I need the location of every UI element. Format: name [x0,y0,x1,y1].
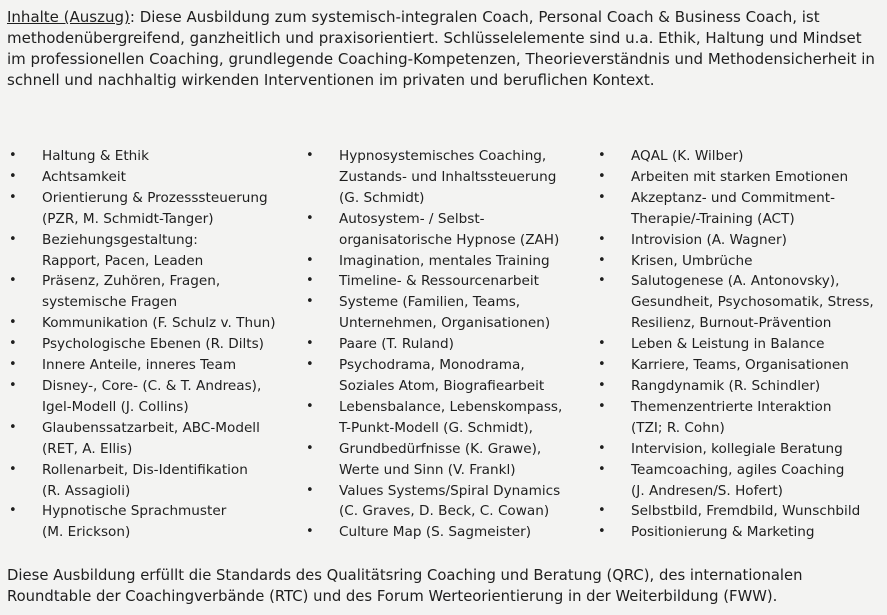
list-item-text: Beziehungsgestaltung: [42,231,198,248]
list-item [303,292,593,334]
bullet-icon: • [306,148,314,163]
list-item [595,522,885,543]
list-item [595,271,885,334]
list-item [303,209,593,251]
bullet-icon: • [9,189,17,205]
bullet-icon: • [9,231,17,247]
list-item [303,251,593,272]
list-item-text: Rapport, Pacen, Leaden [42,252,204,269]
list-item-text: Imagination, mentales Training [339,252,550,269]
list-item-text: Präsenz, Zuhören, Fragen, [42,273,221,290]
list-item [303,439,593,481]
list-item [595,146,885,167]
list-item-text: Glaubenssatzarbeit, ABC-Modell [42,419,260,436]
bullet-icon: • [598,503,606,519]
list-item-text: Intervision, kollegiale Beratung [631,440,843,457]
list-item-text: Akzeptanz- und Commitment- [631,189,835,206]
list-item [6,188,296,230]
list-item [303,334,593,355]
list-item-text: Culture Map (S. Sagmeister) [339,524,532,541]
list-item-text: Arbeiten mit starken Emotionen [631,168,849,185]
bullet-icon: • [598,377,606,393]
list-item-text: Disney-, Core- (C. & T. Andreas), [42,377,262,394]
footer-paragraph: Diese Ausbildung erfüllt die Standards des Qualitätsring Coaching und Beratung (QRC), des internationalen Roundtable der Coachingverbände (RTC) und des Forum Werteorientierung in der Weiterbildung (FWW). [7,567,803,605]
list-item [303,397,593,439]
bullet-icon: • [598,461,606,477]
list-item-text: Autosystem- / Selbst- [339,210,485,227]
list-item [303,271,593,292]
bullet-icon: • [598,336,606,352]
list-item [595,376,885,397]
content-list-column-3 [595,146,885,543]
list-item [595,230,885,251]
list-item [303,355,593,397]
list-item-text: (TZI; R. Cohn) [631,419,725,436]
list-item [595,355,885,376]
list-item [6,146,296,167]
list-item-text: Leben & Leistung in Balance [631,336,825,353]
list-item-text: (PZR, M. Schmidt-Tanger) [42,210,214,227]
list-item-text: T-Punkt-Modell (G. Schmidt), [339,419,533,436]
list-item-text: organisatorische Hypnose (ZAH) [339,231,560,248]
bullet-icon: • [598,273,606,289]
list-item-text: (R. Assagioli) [42,482,131,499]
bullet-icon: • [306,524,314,540]
bullet-icon: • [598,440,606,456]
bullet-icon: • [598,148,606,163]
bullet-icon: • [9,377,17,393]
list-item-text: Karriere, Teams, Organisationen [631,357,849,374]
list-item-text: Therapie/-Training (ACT) [631,210,795,227]
list-item-text: (J. Andresen/S. Hofert) [631,482,783,499]
list-item [595,460,885,502]
list-item-text: Werte und Sinn (V. Frankl) [339,461,516,478]
bullet-icon: • [598,252,606,268]
list-item-text: Paare (T. Ruland) [339,336,454,353]
list-item-text: Grundbedürfnisse (K. Grawe), [339,440,542,457]
list-item-text: Soziales Atom, Biografiearbeit [339,377,545,394]
bullet-icon: • [306,482,314,498]
list-item-text: Themenzentrierte Interaktion [631,398,832,415]
list-item [595,334,885,355]
bullet-icon: • [598,168,606,184]
list-item-text: Hypnotische Sprachmuster [42,503,227,520]
list-item [6,501,296,543]
list-item-text: Resilienz, Burnout-Prävention [631,315,832,332]
list-item-text: Rangdynamik (R. Schindler) [631,377,821,394]
list-item [595,167,885,188]
bullet-icon: • [598,524,606,540]
list-item [6,376,296,418]
list-item-text: Salutogenese (A. Antonovsky), [631,273,840,290]
list-item [595,439,885,460]
bullet-icon: • [9,273,17,289]
bullet-icon: • [9,503,17,519]
list-item [6,460,296,502]
list-item-text: systemische Fragen [42,294,178,311]
list-item-text: Psychodrama, Monodrama, [339,357,525,374]
content-list-column-2 [303,146,593,543]
bullet-icon: • [598,189,606,205]
content-list-column-1 [6,146,296,543]
bullet-icon: • [9,419,17,435]
list-item-text: Unternehmen, Organisationen) [339,315,551,332]
list-item [6,271,296,313]
list-item [6,167,296,188]
bullet-icon: • [306,273,314,289]
list-item-text: Kommunikation (F. Schulz v. Thun) [42,315,276,332]
list-item [6,230,296,272]
bullet-icon: • [9,357,17,373]
list-item-text: Selbstbild, Fremdbild, Wunschbild [631,503,861,520]
bullet-icon: • [306,440,314,456]
bullet-icon: • [306,210,314,226]
list-item-text: Lebensbalance, Lebenskompass, [339,398,563,415]
list-item [595,251,885,272]
list-item [6,313,296,334]
bullet-icon: • [306,357,314,373]
bullet-icon: • [9,315,17,331]
bullet-icon: • [9,168,17,184]
intro-text: Diese Ausbildung zum systemisch-integralen Coach, Personal Coach & Business Coach, ist methodenübergreifend, ganzheitlich und praxisorientiert. Schlüsselelemente sind u.a. Ethik, Haltung und Mindset im professionellen Coaching, grundlegende Coaching-Kompetenzen, Theorieverständnis und Methodensicherheit in schnell und nachhaltig wirkenden Interventionen im privaten und beruflichen Kontext. [7,8,875,89]
list-item-text: Timeline- & Ressourcenarbeit [339,273,540,290]
list-item-text: (RET, A. Ellis) [42,440,133,457]
list-item-text: Introvision (A. Wagner) [631,231,787,248]
list-item-text: Zustands- und Inhaltssteuerung [339,168,557,185]
list-item-text: Innere Anteile, inneres Team [42,357,237,374]
list-item-text: Values Systems/Spiral Dynamics [339,482,561,499]
list-item-text: (M. Erickson) [42,524,131,541]
bullet-icon: • [306,252,314,268]
list-item [6,334,296,355]
list-item [303,522,593,543]
list-item-text: Gesundheit, Psychosomatik, Stress, [631,294,874,311]
intro-separator: : [129,8,140,26]
list-item-text: (C. Graves, D. Beck, C. Cowan) [339,503,550,520]
list-item-text: Psychologische Ebenen (R. Dilts) [42,336,264,353]
list-item [303,481,593,523]
bullet-icon: • [306,294,314,310]
bullet-icon: • [9,461,17,477]
bullet-icon: • [598,231,606,247]
list-item-text: Systeme (Familien, Teams, [339,294,521,311]
list-item-text: (G. Schmidt) [339,189,425,206]
list-item-text: Rollenarbeit, Dis-Identifikation [42,461,248,478]
list-item [595,501,885,522]
list-item-text: AQAL (K. Wilber) [631,148,744,164]
bullet-icon: • [9,148,17,163]
bullet-icon: • [306,398,314,414]
list-item-text: Igel-Modell (J. Collins) [42,398,189,415]
list-item-text: Hypnosystemisches Coaching, [339,148,547,164]
intro-heading: Inhalte (Auszug) [7,8,130,26]
list-item-text: Haltung & Ethik [42,148,149,164]
list-item-text: Teamcoaching, agiles Coaching [631,461,845,478]
list-item-text: Positionierung & Marketing [631,524,815,541]
list-item [595,188,885,230]
intro-paragraph [7,7,877,91]
bullet-icon: • [9,336,17,352]
bullet-icon: • [306,336,314,352]
bullet-icon: • [598,357,606,373]
list-item-text: Krisen, Umbrüche [631,252,753,269]
list-item [6,355,296,376]
list-item [303,146,593,209]
list-item-text: Achtsamkeit [42,168,126,185]
bullet-icon: • [598,398,606,414]
list-item-text: Orientierung & Prozesssteuerung [42,189,268,206]
list-item [595,397,885,439]
list-item [6,418,296,460]
